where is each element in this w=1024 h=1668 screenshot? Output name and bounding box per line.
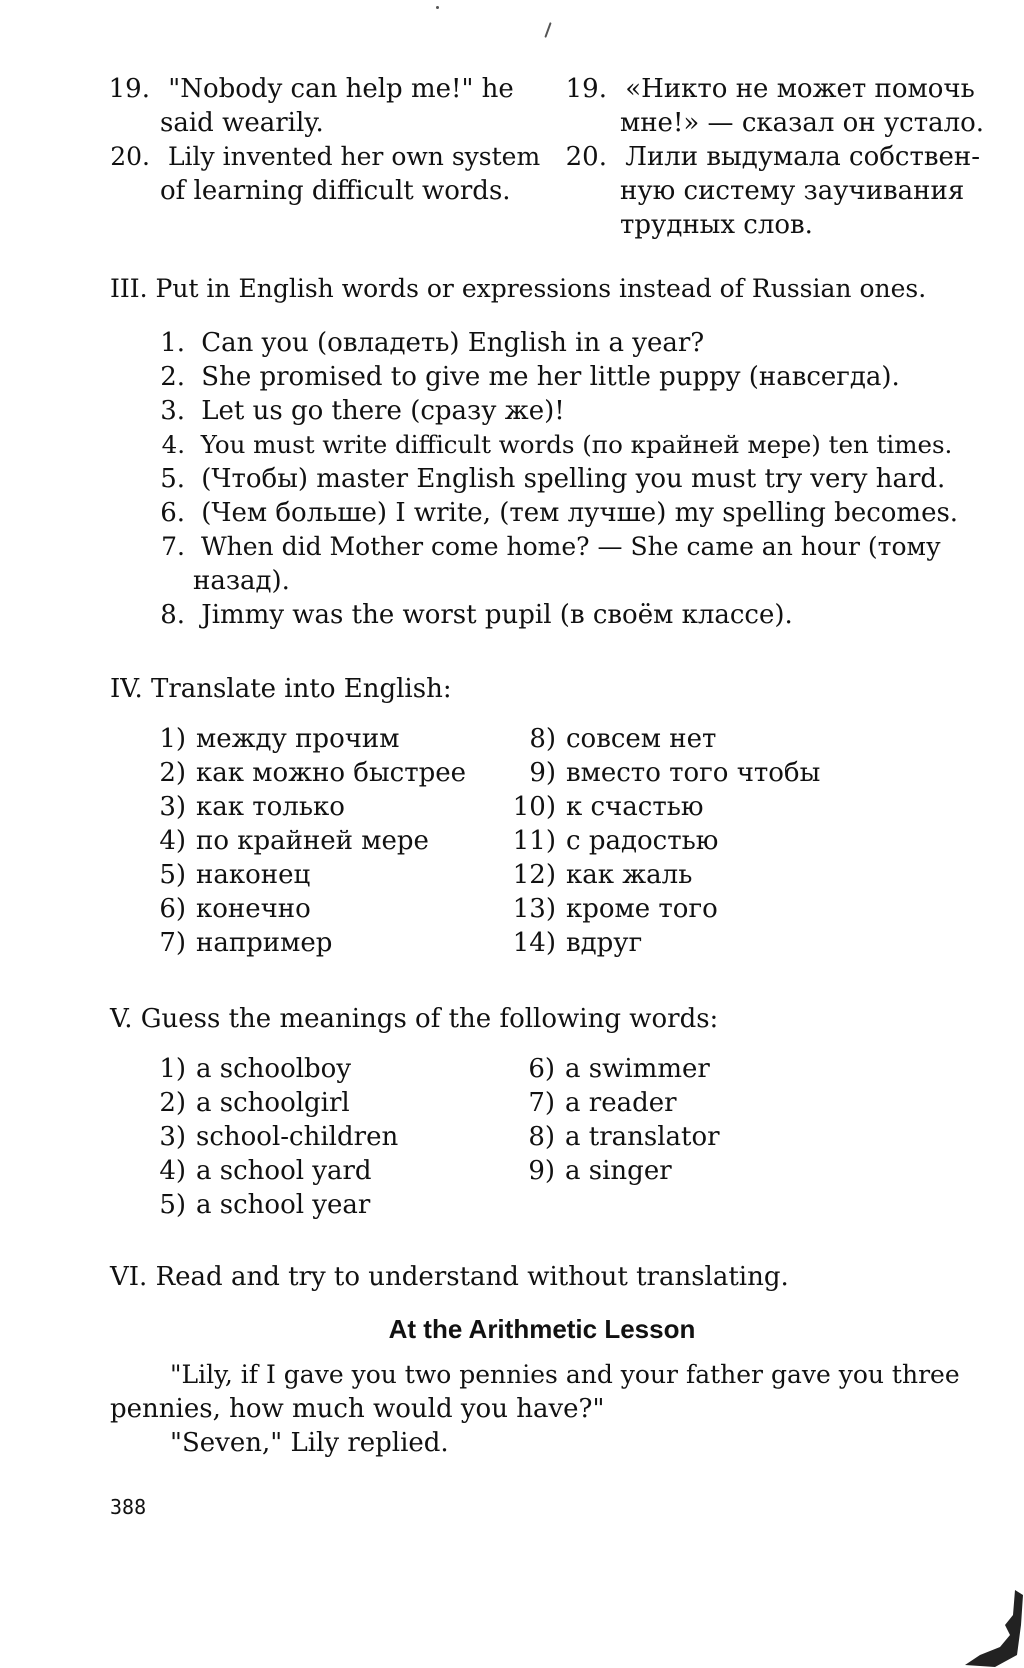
- list-item: [515, 1120, 720, 1154]
- story-paragraph-line: pennies, how much would you have?": [110, 1394, 605, 1424]
- item-text: совсем нет: [566, 724, 717, 754]
- item-number: 4.: [161, 430, 185, 459]
- item-number: 9): [529, 758, 556, 788]
- item-text: например: [196, 928, 333, 958]
- item-text: с радостью: [566, 826, 719, 856]
- item-number: 13): [512, 894, 556, 924]
- item-number: 19.: [565, 74, 607, 104]
- list-item: [150, 1086, 350, 1120]
- list-item: [150, 1120, 398, 1154]
- ru-line: ную систему заучивания: [620, 176, 965, 206]
- item-text: по крайней мере: [196, 826, 429, 856]
- list-item: [508, 926, 642, 960]
- item-number: 5): [159, 1190, 186, 1220]
- en-line: of learning difficult words.: [160, 176, 511, 206]
- item-number: 5.: [160, 464, 185, 494]
- scan-ink-blot: [955, 1585, 1024, 1668]
- item-text: a swimmer: [565, 1054, 710, 1084]
- item-number: 20.: [110, 142, 150, 171]
- item-number: 14): [512, 928, 556, 958]
- item-text: a school yard: [196, 1156, 372, 1186]
- story-title: At the Arithmetic Lesson: [388, 1314, 696, 1344]
- list-item: [150, 858, 310, 892]
- list-item: [150, 756, 466, 790]
- item-text: к счастью: [566, 792, 704, 822]
- list-item: [508, 858, 692, 892]
- item-number: 9): [528, 1156, 555, 1186]
- item-number: 2.: [160, 362, 185, 392]
- list-item: [155, 462, 945, 496]
- list-item: [508, 722, 716, 756]
- list-item: [150, 1188, 370, 1222]
- list-item: [150, 824, 429, 858]
- item-number: 2): [159, 1088, 186, 1118]
- section-5-heading: V. Guess the meanings of the following words:: [110, 1004, 719, 1034]
- item-text: school-children: [196, 1122, 399, 1152]
- item-number: 7): [528, 1088, 555, 1118]
- list-item: [515, 1086, 677, 1120]
- item-number: 3): [159, 792, 186, 822]
- item-number: 1.: [160, 328, 185, 358]
- item-text: конечно: [196, 894, 311, 924]
- ru-item-20: [565, 140, 980, 174]
- item-number: 7.: [161, 532, 185, 561]
- list-item: [155, 360, 900, 394]
- item-text: как жаль: [566, 860, 693, 890]
- list-item: [155, 496, 958, 530]
- item-number: 4): [159, 826, 186, 856]
- item-text: a schoolgirl: [196, 1088, 350, 1118]
- item-text: When did Mother come home? — She came an hour (тому: [200, 532, 941, 561]
- item-number: 7): [159, 928, 186, 958]
- ru-line: Лили выдумала собствен-: [625, 142, 980, 172]
- list-item: [150, 722, 399, 756]
- page-number: 388: [110, 1495, 147, 1519]
- list-item: [155, 394, 565, 428]
- list-item: [155, 598, 793, 632]
- item-text: между прочим: [196, 724, 400, 754]
- item-text: You must write difficult words (по крайней мере) ten times.: [200, 430, 953, 459]
- item-text: как только: [196, 792, 345, 822]
- section-4-heading: IV. Translate into English:: [110, 674, 452, 704]
- item-number: 20.: [565, 142, 607, 172]
- item-text: Can you (овладеть) English in a year?: [201, 328, 705, 358]
- en-item-20: [108, 140, 540, 174]
- item-text: наконец: [196, 860, 311, 890]
- list-item: [515, 1154, 672, 1188]
- item-text: как можно быстрее: [196, 758, 467, 788]
- en-item-19: [108, 72, 514, 106]
- list-item: [155, 530, 941, 564]
- item-text: Jimmy was the worst pupil (в своём классе).: [201, 600, 793, 630]
- list-item: [508, 790, 704, 824]
- item-text: (Чтобы) master English spelling you must try very hard.: [201, 464, 946, 494]
- list-item: [155, 428, 952, 462]
- item-text: a schoolboy: [196, 1054, 352, 1084]
- item-text-continued: назад).: [193, 566, 290, 596]
- list-item: [150, 1052, 351, 1086]
- en-line: "Nobody can help me!" he: [168, 74, 514, 104]
- item-text: a singer: [565, 1156, 672, 1186]
- en-line: Lily invented her own system: [167, 142, 541, 171]
- ru-item-19: [565, 72, 975, 106]
- list-item: [508, 824, 718, 858]
- item-number: 11): [512, 826, 556, 856]
- ru-line: трудных слов.: [620, 210, 813, 240]
- item-text: Let us go there (сразу же)!: [201, 396, 565, 426]
- item-number: 2): [159, 758, 186, 788]
- list-item: [150, 1154, 372, 1188]
- story-paragraph-line: "Lily, if I gave you two pennies and your father gave you three: [170, 1360, 960, 1389]
- item-number: 8): [528, 1122, 555, 1152]
- list-item: [150, 892, 311, 926]
- item-text: a school year: [196, 1190, 371, 1220]
- item-text: кроме того: [566, 894, 718, 924]
- scan-mark: [544, 22, 551, 38]
- item-number: 1): [159, 724, 186, 754]
- item-number: 3.: [160, 396, 185, 426]
- item-text: вдруг: [566, 928, 643, 958]
- item-number: 5): [159, 860, 186, 890]
- list-item: [515, 1052, 710, 1086]
- list-item: [155, 326, 704, 360]
- item-number: 6): [528, 1054, 555, 1084]
- item-number: 10): [512, 792, 556, 822]
- section-3-heading: III. Put in English words or expressions instead of Russian ones.: [110, 274, 927, 303]
- ru-line: «Никто не может помочь: [625, 74, 975, 104]
- item-number: 1): [159, 1054, 186, 1084]
- item-text: вместо того чтобы: [566, 758, 821, 788]
- ru-line: мне!» — сказал он устало.: [620, 108, 985, 138]
- item-text: a reader: [565, 1088, 677, 1118]
- item-text: (Чем больше) I write, (тем лучше) my spelling becomes.: [201, 498, 959, 528]
- story-paragraph: "Seven," Lily replied.: [170, 1428, 449, 1458]
- list-item: [508, 756, 820, 790]
- item-number: 3): [159, 1122, 186, 1152]
- item-text: She promised to give me her little puppy (навсегда).: [201, 362, 900, 392]
- item-number: 12): [512, 860, 556, 890]
- scan-speck: [436, 6, 439, 9]
- en-line: said wearily.: [160, 108, 324, 138]
- item-number: 8.: [160, 600, 185, 630]
- item-number: 4): [159, 1156, 186, 1186]
- list-item: [150, 926, 332, 960]
- list-item: [508, 892, 718, 926]
- item-number: 19.: [108, 74, 150, 104]
- section-6-heading: VI. Read and try to understand without translating.: [110, 1262, 789, 1292]
- list-item: [150, 790, 345, 824]
- item-number: 8): [529, 724, 556, 754]
- item-text: a translator: [565, 1122, 720, 1152]
- item-number: 6): [159, 894, 186, 924]
- item-number: 6.: [160, 498, 185, 528]
